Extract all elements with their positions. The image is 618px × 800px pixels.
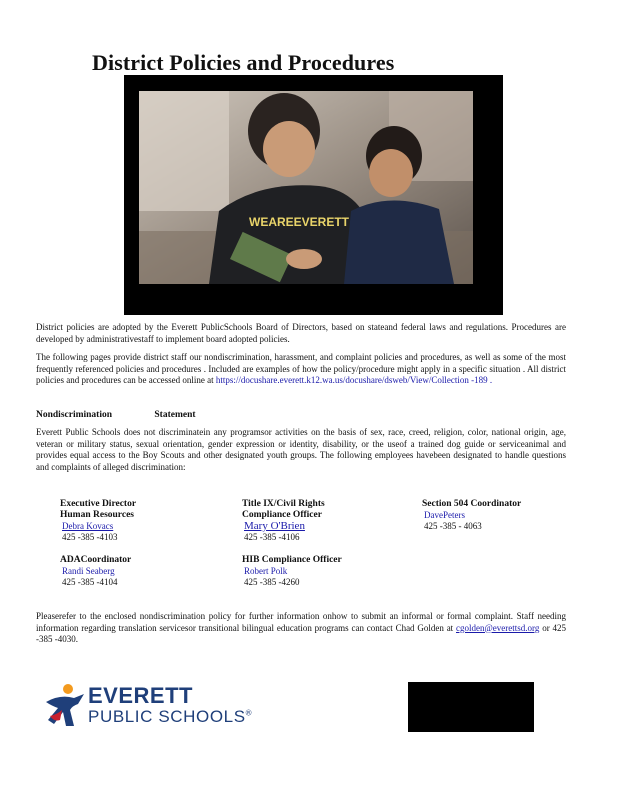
nondiscrimination-body: Everett Public Schools does not discriminatein any programsor activities on the basis of sex, race, creed, religion, color, national origin, age, veteran or military status, sexual orientation, gender expression or identity, disability, or the useof a trained dog guide or serviceanimal and provides equal access to the Boy Scouts and other designated youth groups. The following employees havebeen designated to handle questions and complaints of alleged discrimination: [36, 427, 566, 472]
svg-text:WEAREEVERETT: WEAREEVERETT [249, 215, 350, 229]
registered-mark: ® [245, 708, 253, 718]
contact-role: Title IX/Civil Rights [242, 499, 325, 509]
closing-text: Pleaserefer to the enclosed nondiscrimination policy for further information onhow to submit an informal or formal complaint. Staff needing information regarding translation servicesor transitional bilingual education programs can contact Chad Golden at [36, 611, 566, 633]
contact-name[interactable]: Debra Kovacs [62, 521, 114, 531]
contact-role: HIB Compliance Officer [242, 555, 342, 565]
contact-hib [222, 555, 392, 588]
intro-paragraph: District policies are adopted by the Everett PublicSchools Board of Directors, based on stateand federal laws and regulations. Procedures are developed by administrativestaff to implement board adopted policies. [36, 322, 566, 344]
contact-phone: 425 -385 - 4063 [424, 521, 482, 531]
policies-paragraph-text: The following pages provide district staff our nondiscrimination, harassment, and complaint policies and procedures, as well as some of the most frequently referenced policies and procedures . Included are examples of how the policy/procedure might apply in a specific situation . All district policies and procedures can be accessed online at [36, 352, 566, 385]
contact-executive-director [40, 499, 200, 543]
logo-text-public-schools-label: PUBLIC SCHOOLS [88, 707, 246, 726]
contact-role: ADACoordinator [60, 555, 132, 565]
policies-paragraph [36, 352, 566, 387]
page-title: District Policies and Procedures [92, 50, 395, 75]
contact-role-line2: Compliance Officer [242, 510, 322, 520]
logo-text-public-schools [88, 707, 252, 727]
logo-figure-icon [44, 680, 88, 735]
contact-name[interactable]: DavePeters [424, 510, 465, 520]
nondiscrimination-heading: Nondiscrimination Statement [36, 410, 196, 420]
contact-name[interactable]: Randi Seaberg [62, 566, 115, 576]
contact-phone: 425 -385 -4260 [244, 577, 300, 587]
contact-name[interactable]: Mary O'Brien [244, 520, 305, 532]
docushare-link-suffix: -189 . [468, 375, 493, 385]
docushare-link[interactable]: https://docushare.everett.k12.wa.us/docushare/dsweb/View/Collection [215, 375, 469, 385]
closing-paragraph [36, 611, 566, 646]
contact-title-ix [222, 499, 382, 543]
hero-photo [139, 91, 473, 284]
contact-role-line2: Human Resources [60, 510, 134, 520]
contact-name[interactable]: Robert Polk [244, 566, 288, 576]
district-logo [44, 680, 254, 735]
contact-role: Executive Director [60, 499, 137, 509]
contact-phone: 425 -385 -4106 [244, 532, 300, 542]
closing-suffix: or 425 -385 -4030. [36, 622, 567, 644]
contact-phone: 425 -385 -4103 [62, 532, 118, 542]
contact-phone: 425 -385 -4104 [62, 577, 118, 587]
logo-text-everett: EVERETT [88, 683, 193, 708]
email-link[interactable]: cgolden@everettsd.org [456, 622, 540, 633]
redacted-box [408, 682, 534, 732]
contact-role: Section 504 Coordinator [422, 499, 522, 509]
contact-section-504 [402, 499, 572, 532]
contact-ada [40, 555, 200, 588]
